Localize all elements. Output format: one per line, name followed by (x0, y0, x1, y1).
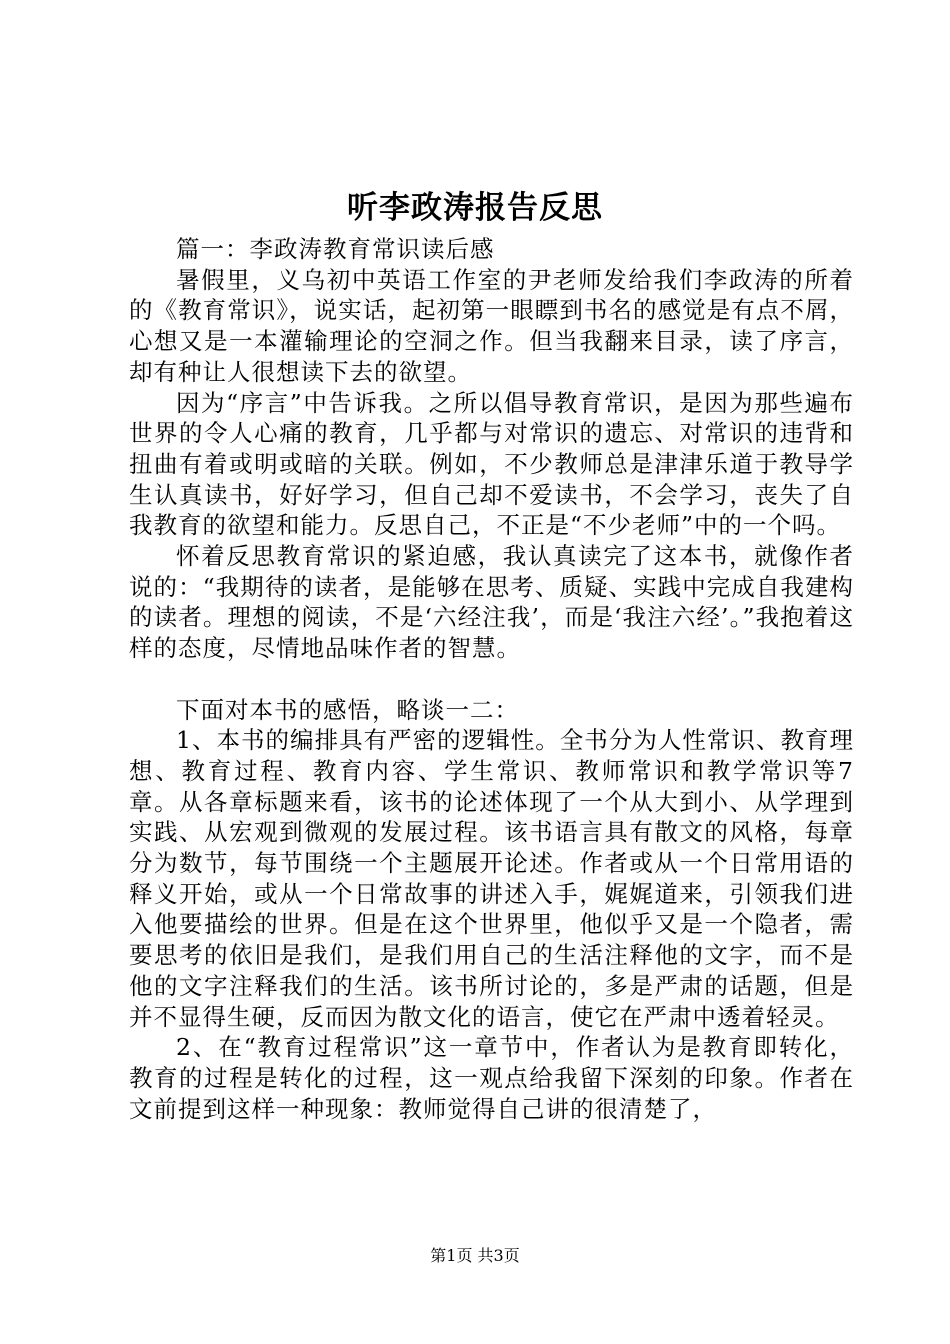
paragraph: 1、本书的编排具有严密的逻辑性。全书分为人性常识、教育理想、教育过程、教育内容、学生常识、教师常识和教学常识等7章。从各章标题来看，该书的论述体现了一个从大到小、从学理到实践、从宏观到微观的发展过程。该书语言具有散文的风格，每章分为数节，每节围绕一个主题展开论述。作者或从一个日常用语的释义开始，或从一个日常故事的讲述入手，娓娓道来，引领我们进入他要描绘的世界。但是在这个世界里，他似乎又是一个隐者，需要思考的依旧是我们，是我们用自己的生活注释他的文字，而不是他的文字注释我们的生活。该书所讨论的，多是严肃的话题，但是并不显得生硬，反而因为散文化的语言，使它在严肃中透着轻灵。 (129, 726, 854, 1031)
document-title: 听李政涛报告反思 (347, 190, 603, 226)
page-footer: 第1页 共3页 (430, 1246, 520, 1265)
paragraph: 因为“序言”中告诉我。之所以倡导教育常识，是因为那些遍布世界的令人心痛的教育，几乎都与对常识的遗忘、对常识的违背和扭曲有着或明或暗的关联。例如，不少教师总是津津乐道于教导学生认真读书，好好学习，但自己却不爱读书，不会学习，丧失了自我教育的欲望和能力。反思自己，不正是“不少老师”中的一个吗。 (129, 388, 854, 540)
paragraph: 怀着反思教育常识的紧迫感，我认真读完了这本书，就像作者说的：“我期待的读者，是能够在思考、质疑、实践中完成自我建构的读者。理想的阅读，不是‘六经注我’，而是‘我注六经’。”我抱着这样的态度，尽情地品味作者的智慧。 (129, 542, 854, 663)
paragraph: 2、在“教育过程常识”这一章节中，作者认为是教育即转化，教育的过程是转化的过程，这一观点给我留下深刻的印象。作者在文前提到这样一种现象：教师觉得自己讲的很清楚了， (129, 1033, 854, 1123)
section-heading: 篇一：李政涛教育常识读后感 (176, 235, 495, 263)
paragraph: 下面对本书的感悟，略谈一二： (176, 695, 519, 724)
document-body (129, 234, 854, 1124)
paragraph: 暑假里，义乌初中英语工作室的尹老师发给我们李政涛的所着的《教育常识》，说实话，起初第一眼瞟到书名的感觉是有点不屑，心想又是一本灌输理论的空洞之作。但当我翻来目录，读了序言，却有种让人很想读下去的欲望。 (129, 265, 854, 386)
